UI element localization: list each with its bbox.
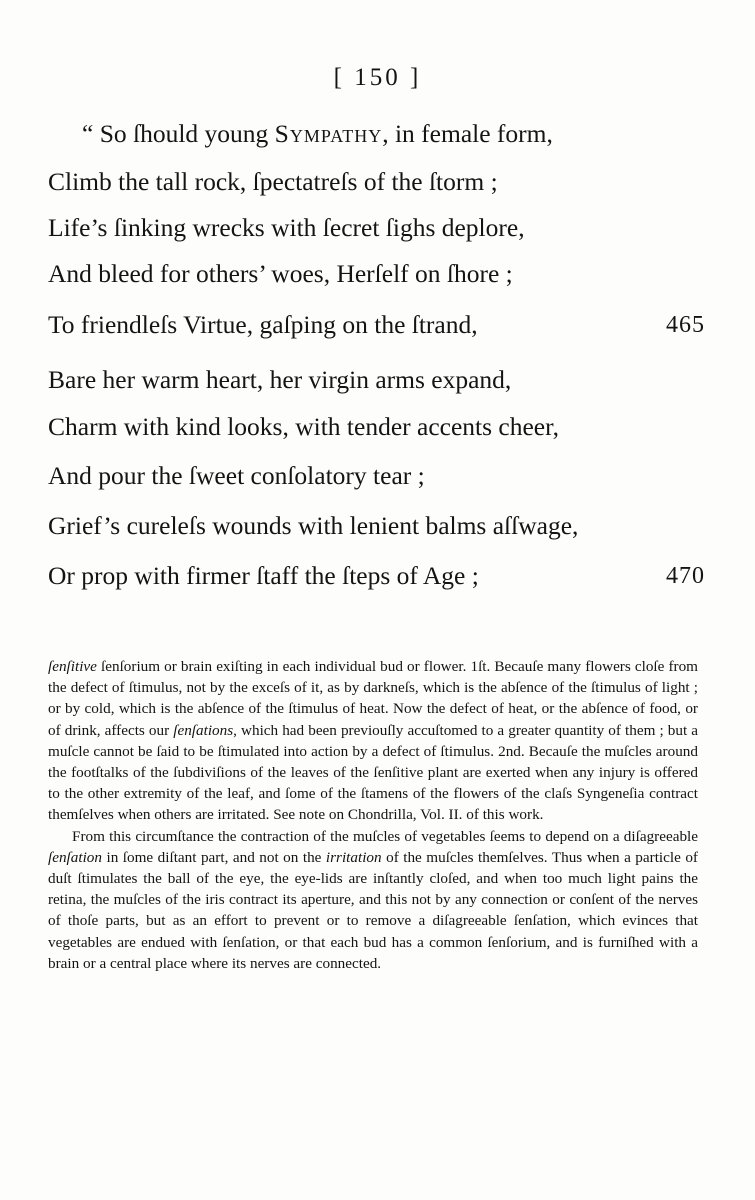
- poem-line: [48, 360, 755, 400]
- poem-line-text: And bleed for others’ woes, Herſelf on ſhore ;: [48, 259, 513, 288]
- page-number: [ 150 ]: [333, 64, 422, 91]
- poem-line: [82, 114, 755, 154]
- footnote-text: From this circumſtance the contraction of the muſcles of vegetables ſeems to depend on a diſagreeable: [72, 827, 698, 845]
- poem-line-text: Life’s ſinking wrecks with ſecret ſighs deplore,: [48, 213, 525, 242]
- poem-line-text: Charm with kind looks, with tender accents cheer,: [48, 412, 559, 441]
- poem-line-start: “ So ſhould young: [82, 119, 275, 148]
- footnote-text: ſenſorium or brain exiſting in each individual bud or flower. 1ſt. Becauſe many flowers cloſe from the defect of ſtimulus, not by the exceſs of it, as by darkneſs, which is the abſence of the ſtimulus of light ; or by cold, which is the abſence of the ſtimulus of heat. Now the defect of heat, or the abſence of food, or of drink, affects our: [48, 658, 698, 739]
- poem-line: [48, 407, 755, 447]
- poem-line: [48, 456, 755, 496]
- footnote: [48, 656, 698, 974]
- poem-line-text: [82, 114, 553, 154]
- italic-word: ſenſation: [48, 848, 102, 866]
- poem-line-end: , in female form,: [382, 119, 553, 148]
- footnote-text: in ſome diſtant part, and not on the: [102, 848, 326, 866]
- footnote-paragraph: [48, 826, 698, 974]
- poem-line-text: Or prop with firmer ſtaff the ſteps of Age ;: [48, 561, 479, 590]
- poem-line: [0, 305, 755, 345]
- line-number: 470: [666, 563, 705, 589]
- poem-line: [0, 556, 755, 596]
- footnote-paragraph: [48, 656, 698, 826]
- footnote-text: , which had been previouſly accuſtomed to a greater quantity of them ; but a muſcle cannot be ſaid to be ſtimulated into action by a defect of ſtimulus. 2nd. Becauſe the muſcles around the footſtalks of the ſubdiviſions of the leaves of the ſenſitive plant are exerted when any injury is offered to the other extremity of the leaf, and ſome of the ſtamens of the flowers of the claſs Syngeneſia contract themſelves when others are irritated. See note on Chondrilla, Vol. II. of this work.: [48, 721, 698, 824]
- poem-line: [48, 506, 755, 546]
- poem-line-text: Bare her warm heart, her virgin arms expand,: [48, 365, 512, 394]
- footnote-text: of the muſcles themſelves. Thus when a particle of duſt ſtimulates the ball of the eye, the eye-lids are inſtantly cloſed, and when too much light pains the retina, the muſcles of the iris contract its aperture, and this not by any connection or conſent of the nerves of thoſe parts, but as an effort to prevent or to remove a diſagreeable ſenſation, which evinces that vegetables are endued with ſenſation, or that each bud has a common ſenſorium, and is furniſhed with a brain or a central place where its nerves are connected.: [48, 848, 698, 972]
- line-number: 465: [666, 312, 705, 338]
- poem-line: [48, 254, 755, 294]
- poem-line-text: And pour the ſweet conſolatory tear ;: [48, 461, 425, 490]
- poem-line: [48, 162, 755, 202]
- italic-word: irritation: [325, 848, 382, 866]
- sympathy-small-caps: Sympathy: [274, 119, 383, 148]
- poem-line-text: To friendleſs Virtue, gaſping on the ſtrand,: [48, 310, 478, 339]
- italic-word: ſenſitive: [48, 658, 97, 675]
- poem-line-text: Grief’s cureleſs wounds with lenient balms aſſwage,: [48, 511, 579, 540]
- poem-line-text: Climb the tall rock, ſpectatreſs of the ſtorm ;: [48, 167, 498, 196]
- poem-line: [48, 208, 755, 248]
- italic-word: ſenſations: [173, 721, 234, 739]
